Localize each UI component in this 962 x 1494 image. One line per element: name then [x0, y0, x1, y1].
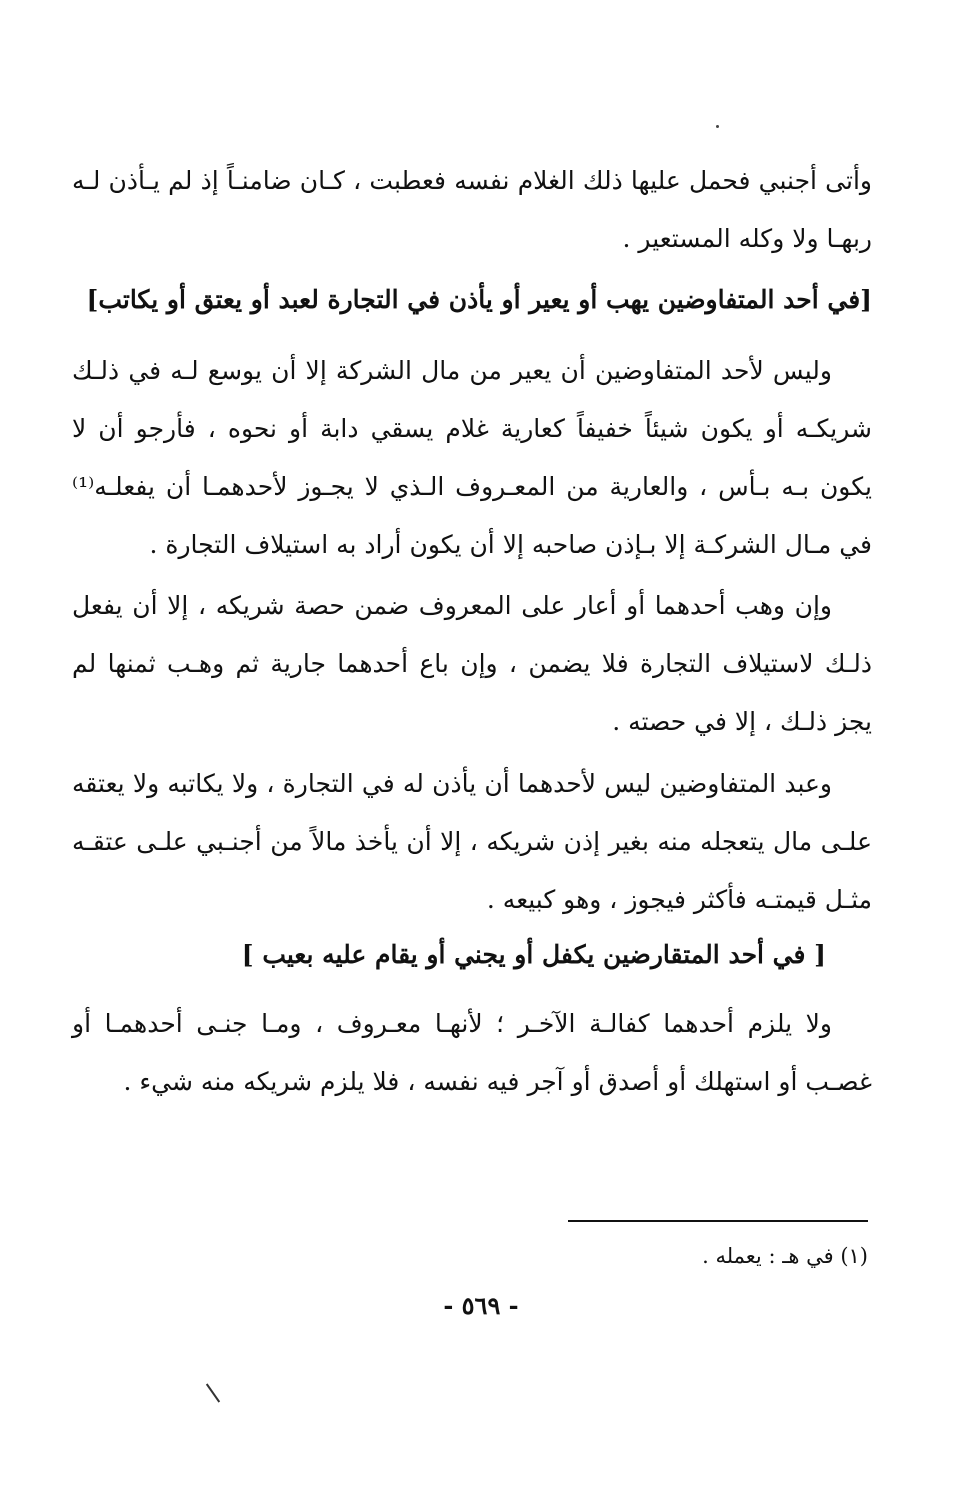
- paragraph-5: ولا يلزم أحدهما كفالـة الآخـر ؛ لأنهـا معـروف ، ومـا جنـى أحدهمـا أو غصـب أو استهلك أو أصدق أو آجر فيه نفسه ، فلا يلزم شريكه منه شيء .: [72, 1009, 872, 1096]
- footnote: (١) في هـ : يعمله .: [702, 1244, 868, 1268]
- section-heading-2: [ في أحد المتقارضين يكفل أو يجني أو يقام عليه بعيب ]: [241, 940, 826, 969]
- paragraph-3: وإن وهب أحدهما أو أعار على المعروف ضمن حصة شريكه ، إلا أن يفعل ذلـك لاستيلاف التجارة فلا يضمن ، وإن باع أحدهما جارية ثم وهـب ثمنها لم يجز ذلـك ، إلا في حصته .: [72, 591, 872, 736]
- stray-pen-mark: [206, 1383, 220, 1402]
- footnote-divider: [568, 1220, 868, 1222]
- section-heading-1: [في أحد المتفاوضين يهب أو يعير أو يأذن في التجارة لعبد أو يعتق أو يكاتب]: [86, 285, 872, 314]
- paragraph-1: وأتى أجنبي فحمل عليها ذلك الغلام نفسه فعطبت ، كـان ضامنـاً إذ لم يـأذن لـه ربهـا ولا وكله المستعير .: [72, 166, 872, 253]
- paragraph-2: وليس لأحد المتفاوضين أن يعير من مال الشركة إلا أن يوسع لـه في ذلـك شريكـه أو يكون شيئاً خفيفاً كعارية غلام يسقي دابة أو نحوه ، فأرجو أن لا يكون بـه بـأس ، والعارية من المعـروف الـذي لا يجـوز لأحدهمـا أن يفعلـه⁽¹⁾ في مـال الشركـة إلا بـإذن صاحبه إلا أن يكون أراد به استيلاف التجارة .: [72, 356, 872, 559]
- paragraph-4: وعبد المتفاوضين ليس لأحدهما أن يأذن له في التجارة ، ولا يكاتبه ولا يعتقه علـى مال يتعجله منه بغير إذن شريكه ، إلا أن يأخذ مالاً من أجنـبي علـى عتقـه مثـل قيمتـه فأكثر فيجوز ، وهو كبيعه .: [72, 769, 872, 914]
- page-number: - ٥٦٩ -: [443, 1291, 519, 1320]
- ink-dot: [716, 125, 719, 128]
